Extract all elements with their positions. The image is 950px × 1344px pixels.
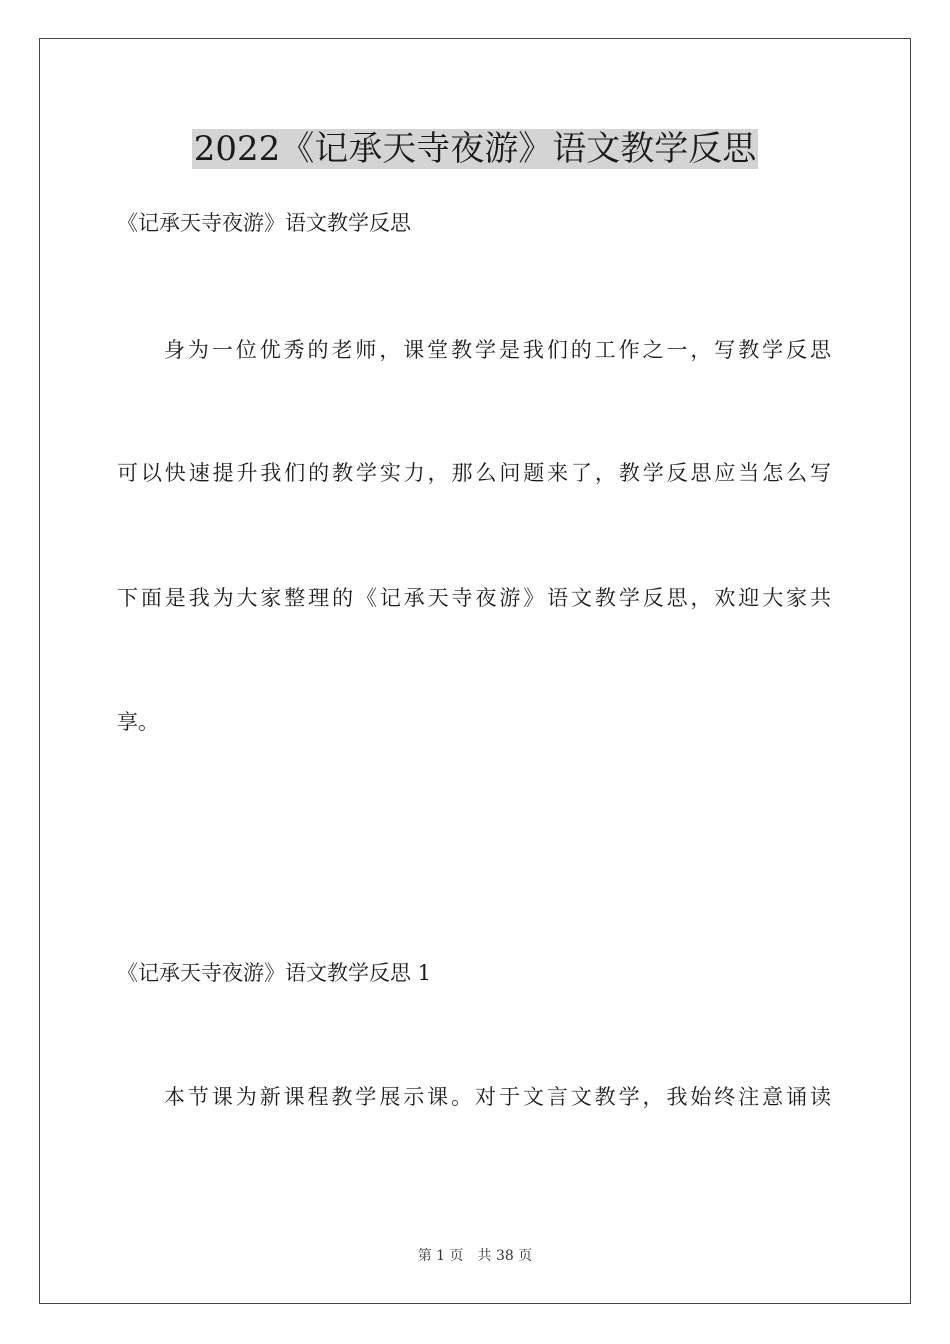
document-subtitle: 《记承天寺夜游》语文教学反思 xyxy=(117,211,411,235)
document-title-text: 2022《记承天寺夜游》语文教学反思 xyxy=(193,129,757,169)
document-title xyxy=(0,126,950,172)
intro-line-1: 身为一位优秀的老师，课堂教学是我们的工作之一，写教学反思 xyxy=(164,338,831,362)
intro-line-4: 享。 xyxy=(117,710,159,734)
section-line-1: 本节课为新课程教学展示课。对于文言文教学，我始终注意诵读 xyxy=(164,1085,831,1109)
page-total: 共 38 页 xyxy=(477,1248,533,1264)
section-heading: 《记承天寺夜游》语文教学反思 1 xyxy=(117,961,432,985)
intro-line-2: 可以快速提升我们的教学实力，那么问题来了，教学反思应当怎么写 xyxy=(117,461,831,485)
page-number: 第 1 页 xyxy=(417,1248,464,1264)
page-footer xyxy=(0,1246,950,1266)
intro-line-3: 下面是我为大家整理的《记承天寺夜游》语文教学反思，欢迎大家共 xyxy=(117,586,831,610)
